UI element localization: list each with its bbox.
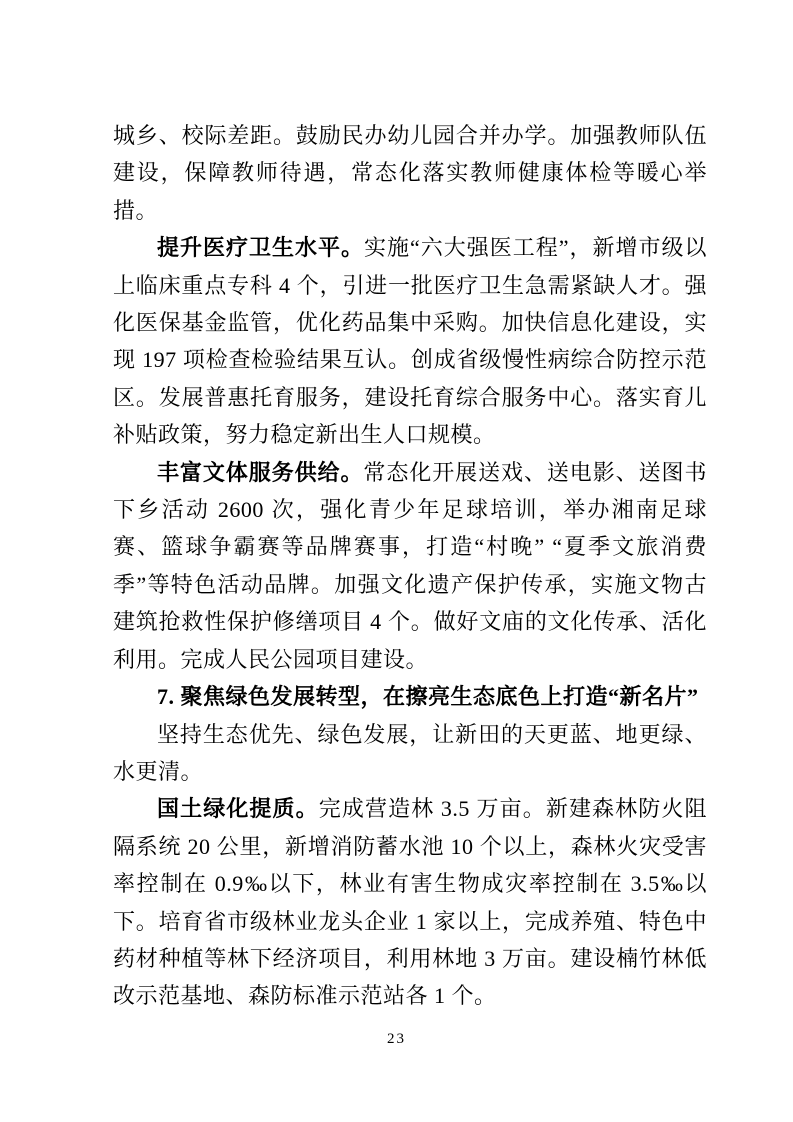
paragraph-continuation [113, 117, 707, 229]
paragraph-lead: 国土绿化提质。 [157, 796, 319, 822]
document-body [113, 117, 707, 1015]
paragraph-medical-health [113, 229, 707, 453]
paragraph-text: 实施“六大强医工程”，新增市级以上临床重点专科 4 个，引进一批医疗卫生急需紧缺人才。强化医保基金监管，优化药品集中采购。加快信息化建设，实现 197 项检查检验结果互认。创成省级慢性病综合防控示范区。发展普惠托育服务，建设托育综合服务中心。落实育儿补贴政策，努力稳定新出生人口规模。 [113, 235, 707, 448]
page-number: 23 [387, 1031, 406, 1047]
paragraph-text: 常态化开展送戏、送电影、送图书下乡活动 2600 次，强化青少年足球培训，举办湘南足球赛、篮球争霸赛等品牌赛事，打造“村晚” “夏季文旅消费季”等特色活动品牌。加强文化遗产保护传承，实施文物古建筑抢救性保护修缮项目 4 个。做好文庙的文化传承、活化利用。完成人民公园项目建设。 [113, 459, 707, 672]
paragraph-text: 完成营造林 3.5 万亩。新建森林防火阻隔系统 20 公里，新增消防蓄水池 10 个以上，森林火灾受害率控制在 0.9‰以下，林业有害生物成灾率控制在 3.5‰以下。培育省市级林业龙头企业 1 家以上，完成养殖、特色中药材种植等林下经济项目，利用林地 3 万亩。建设楠竹林低改示范基地、森防标准示范站各 1 个。 [113, 796, 707, 1009]
paragraph-lead: 提升医疗卫生水平。 [157, 235, 364, 261]
paragraph-text: 城乡、校际差距。鼓励民办幼儿园合并办学。加强教师队伍建设，保障教师待遇，常态化落实教师健康体检等暖心举措。 [113, 123, 707, 223]
paragraph-ecology-intro [113, 716, 707, 791]
paragraph-text: 坚持生态优先、绿色发展，让新田的天更蓝、地更绿、水更清。 [113, 721, 707, 784]
paragraph-greening [113, 790, 707, 1014]
section-heading: 7. 聚焦绿色发展转型，在擦亮生态底色上打造“新名片” [157, 684, 699, 710]
paragraph-culture-sports [113, 454, 707, 678]
paragraph-lead: 丰富文体服务供给。 [157, 459, 364, 485]
